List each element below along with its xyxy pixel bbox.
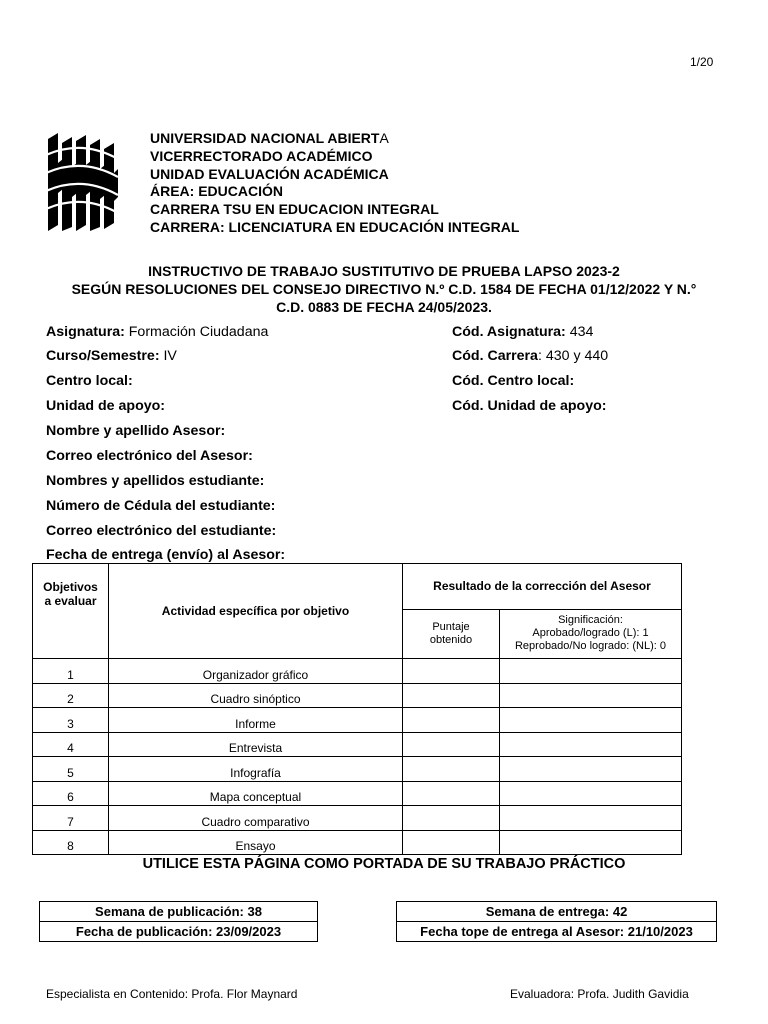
row-puntaje-cell[interactable] — [403, 806, 500, 831]
title-line-3: C.D. 0883 DE FECHA 24/05/2023. — [276, 299, 492, 315]
cod-carrera-value: : 430 y 440 — [537, 348, 609, 364]
table-row — [33, 683, 682, 708]
fecha-publicacion: Fecha de publicación: 23/09/2023 — [40, 922, 318, 942]
curso-label: Curso/Semestre: — [46, 348, 160, 364]
header-university-end: A — [379, 130, 389, 146]
col-significacion-header — [500, 609, 682, 658]
cover-note: UTILICE ESTA PÁGINA COMO PORTADA DE SU TRABAJO PRÁCTICO — [142, 856, 626, 872]
cod-asignatura-row — [452, 324, 593, 340]
footer-especialista: Especialista en Contenido: Profa. Flor Maynard — [46, 987, 298, 1001]
col-puntaje-line2: obtenido — [429, 633, 473, 646]
row-actividad: Organizador gráfico — [109, 659, 403, 684]
row-actividad: Informe — [109, 708, 403, 733]
row-puntaje-cell[interactable] — [403, 781, 500, 806]
row-significacion-cell[interactable] — [500, 659, 682, 684]
curso-value: IV — [159, 348, 177, 364]
footer-evaluadora: Evaluadora: Profa. Judith Gavidia — [510, 987, 689, 1001]
page-number: 1/20 — [690, 55, 714, 69]
row-num: 4 — [33, 732, 109, 757]
table-header-row — [33, 564, 682, 610]
document-title — [0, 262, 768, 316]
header-university-text: UNIVERSIDAD NACIONAL ABIERT — [150, 130, 380, 146]
row-num: 8 — [33, 830, 109, 855]
col-puntaje-line1: Puntaje — [432, 620, 470, 633]
row-puntaje-cell[interactable] — [403, 683, 500, 708]
row-significacion-cell[interactable] — [500, 708, 682, 733]
col-actividad-header: Actividad específica por objetivo — [109, 564, 403, 659]
title-line-2: SEGÚN RESOLUCIONES DEL CONSEJO DIRECTIVO N.º C.D. 1584 DE FECHA 01/12/2022 Y N.° — [71, 281, 697, 297]
row-actividad: Infografía — [109, 757, 403, 782]
row-num: 2 — [33, 683, 109, 708]
cod-centro-label: Cód. Centro local: — [452, 373, 575, 389]
row-puntaje-cell[interactable] — [403, 708, 500, 733]
col-signif-line2: Aprobado/logrado (L): 1 — [532, 627, 649, 640]
row-significacion-cell[interactable] — [500, 806, 682, 831]
semana-entrega: Semana de entrega: 42 — [397, 902, 717, 922]
row-num: 6 — [33, 781, 109, 806]
asignatura-value: Formación Ciudadana — [124, 324, 269, 340]
table-row — [33, 659, 682, 684]
col-resultado-header: Resultado de la corrección del Asesor — [403, 564, 682, 610]
entrega-box — [396, 901, 717, 942]
row-num: 3 — [33, 708, 109, 733]
cod-carrera-row — [452, 348, 608, 364]
institution-header — [150, 130, 519, 237]
row-num: 1 — [33, 659, 109, 684]
table-row — [33, 806, 682, 831]
col-signif-line1: Significación: — [558, 614, 623, 627]
row-puntaje-cell[interactable] — [403, 757, 500, 782]
row-actividad: Mapa conceptual — [109, 781, 403, 806]
publicacion-box — [39, 901, 318, 942]
header-carrera-tsu: CARRERA TSU EN EDUCACION INTEGRAL — [150, 201, 439, 218]
title-line-1: INSTRUCTIVO DE TRABAJO SUSTITUTIVO DE PRUEBA LAPSO 2023-2 — [148, 263, 620, 279]
table-row — [33, 781, 682, 806]
col-puntaje-header — [403, 609, 500, 658]
curso-row — [46, 348, 177, 364]
row-num: 7 — [33, 806, 109, 831]
correo-estudiante-label: Correo electrónico del estudiante: — [46, 523, 277, 539]
row-significacion-cell[interactable] — [500, 757, 682, 782]
cod-unidad-label: Cód. Unidad de apoyo: — [452, 398, 607, 414]
col-signif-line3: Reprobado/No logrado: (NL): 0 — [514, 640, 667, 653]
row-num: 5 — [33, 757, 109, 782]
row-puntaje-cell[interactable] — [403, 732, 500, 757]
header-area: ÁREA: EDUCACIÓN — [150, 183, 283, 200]
row-puntaje-cell[interactable] — [403, 830, 500, 855]
col-objetivos-header — [33, 564, 109, 659]
asignatura-label: Asignatura: — [46, 324, 125, 340]
cod-asignatura-value: 434 — [565, 324, 594, 340]
table-row — [33, 708, 682, 733]
header-university — [150, 130, 519, 148]
cedula-label: Número de Cédula del estudiante: — [46, 498, 276, 514]
table-row — [33, 830, 682, 855]
cod-asignatura-label: Cód. Asignatura: — [452, 324, 566, 340]
row-significacion-cell[interactable] — [500, 830, 682, 855]
centro-local-label: Centro local: — [46, 373, 133, 389]
semana-publicacion: Semana de publicación: 38 — [40, 902, 318, 922]
correo-asesor-label: Correo electrónico del Asesor: — [46, 448, 253, 464]
table-row — [33, 732, 682, 757]
row-significacion-cell[interactable] — [500, 781, 682, 806]
fecha-entrega-label: Fecha de entrega (envío) al Asesor: — [46, 547, 286, 563]
estudiante-label: Nombres y apellidos estudiante: — [46, 473, 265, 489]
row-actividad: Entrevista — [109, 732, 403, 757]
header-unidad: UNIDAD EVALUACIÓN ACADÉMICA — [150, 165, 389, 182]
row-actividad: Cuadro comparativo — [109, 806, 403, 831]
evaluation-table — [32, 563, 682, 855]
row-actividad: Cuadro sinóptico — [109, 683, 403, 708]
asignatura-row — [46, 324, 268, 340]
cod-carrera-label: Cód. Carrera — [452, 348, 538, 364]
header-vicerrectorado: VICERRECTORADO ACADÉMICO — [150, 147, 373, 164]
una-logo — [46, 133, 118, 231]
row-significacion-cell[interactable] — [500, 732, 682, 757]
row-significacion-cell[interactable] — [500, 683, 682, 708]
unidad-apoyo-label: Unidad de apoyo: — [46, 398, 166, 414]
table-row — [33, 757, 682, 782]
row-puntaje-cell[interactable] — [403, 659, 500, 684]
row-actividad: Ensayo — [109, 830, 403, 855]
col-objetivos-line1: Objetivos — [43, 580, 98, 594]
fecha-tope-entrega: Fecha tope de entrega al Asesor: 21/10/2023 — [397, 922, 717, 942]
asesor-label: Nombre y apellido Asesor: — [46, 423, 226, 439]
header-carrera-lic: CARRERA: LICENCIATURA EN EDUCACIÓN INTEGRAL — [150, 218, 520, 235]
col-objetivos-line2: a evaluar — [44, 594, 97, 608]
